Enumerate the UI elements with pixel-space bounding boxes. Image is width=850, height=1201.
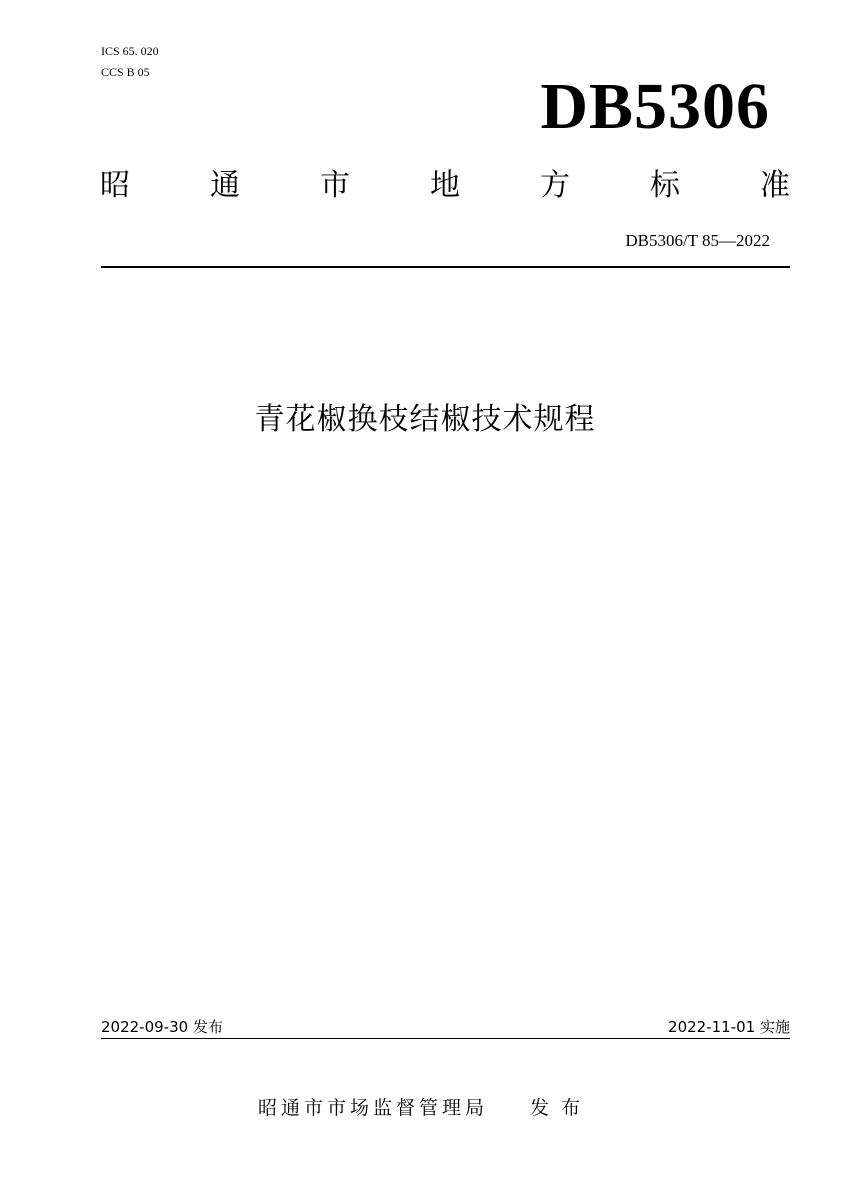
standard-category-char: 准 xyxy=(760,168,790,203)
header-divider xyxy=(101,266,790,268)
standard-category-char: 方 xyxy=(540,168,570,203)
standard-number: DB5306/T 85—2022 xyxy=(625,231,770,250)
issuer-action: 发布 xyxy=(530,1097,593,1119)
standard-category-char: 地 xyxy=(430,168,460,203)
footer-divider xyxy=(101,1038,790,1039)
standard-category-char: 市 xyxy=(320,168,350,203)
issuer-line xyxy=(0,1094,850,1122)
standard-category-char: 昭 xyxy=(100,168,130,203)
ics-code: ICS 65. 020 xyxy=(101,44,159,58)
standard-prefix: DB5306 xyxy=(540,70,770,143)
ccs-code: CCS B 05 xyxy=(101,65,150,79)
standard-category xyxy=(100,164,790,208)
standard-category-char: 标 xyxy=(650,168,680,203)
document-title: 青花椒换枝结椒技术规程 xyxy=(254,402,596,437)
implementation-date: 2022-11-01 实施 xyxy=(668,1018,790,1036)
issuer-name: 昭通市市场监督管理局 xyxy=(257,1097,488,1119)
issue-date: 2022-09-30 发布 xyxy=(101,1018,223,1036)
standard-category-char: 通 xyxy=(210,168,240,203)
